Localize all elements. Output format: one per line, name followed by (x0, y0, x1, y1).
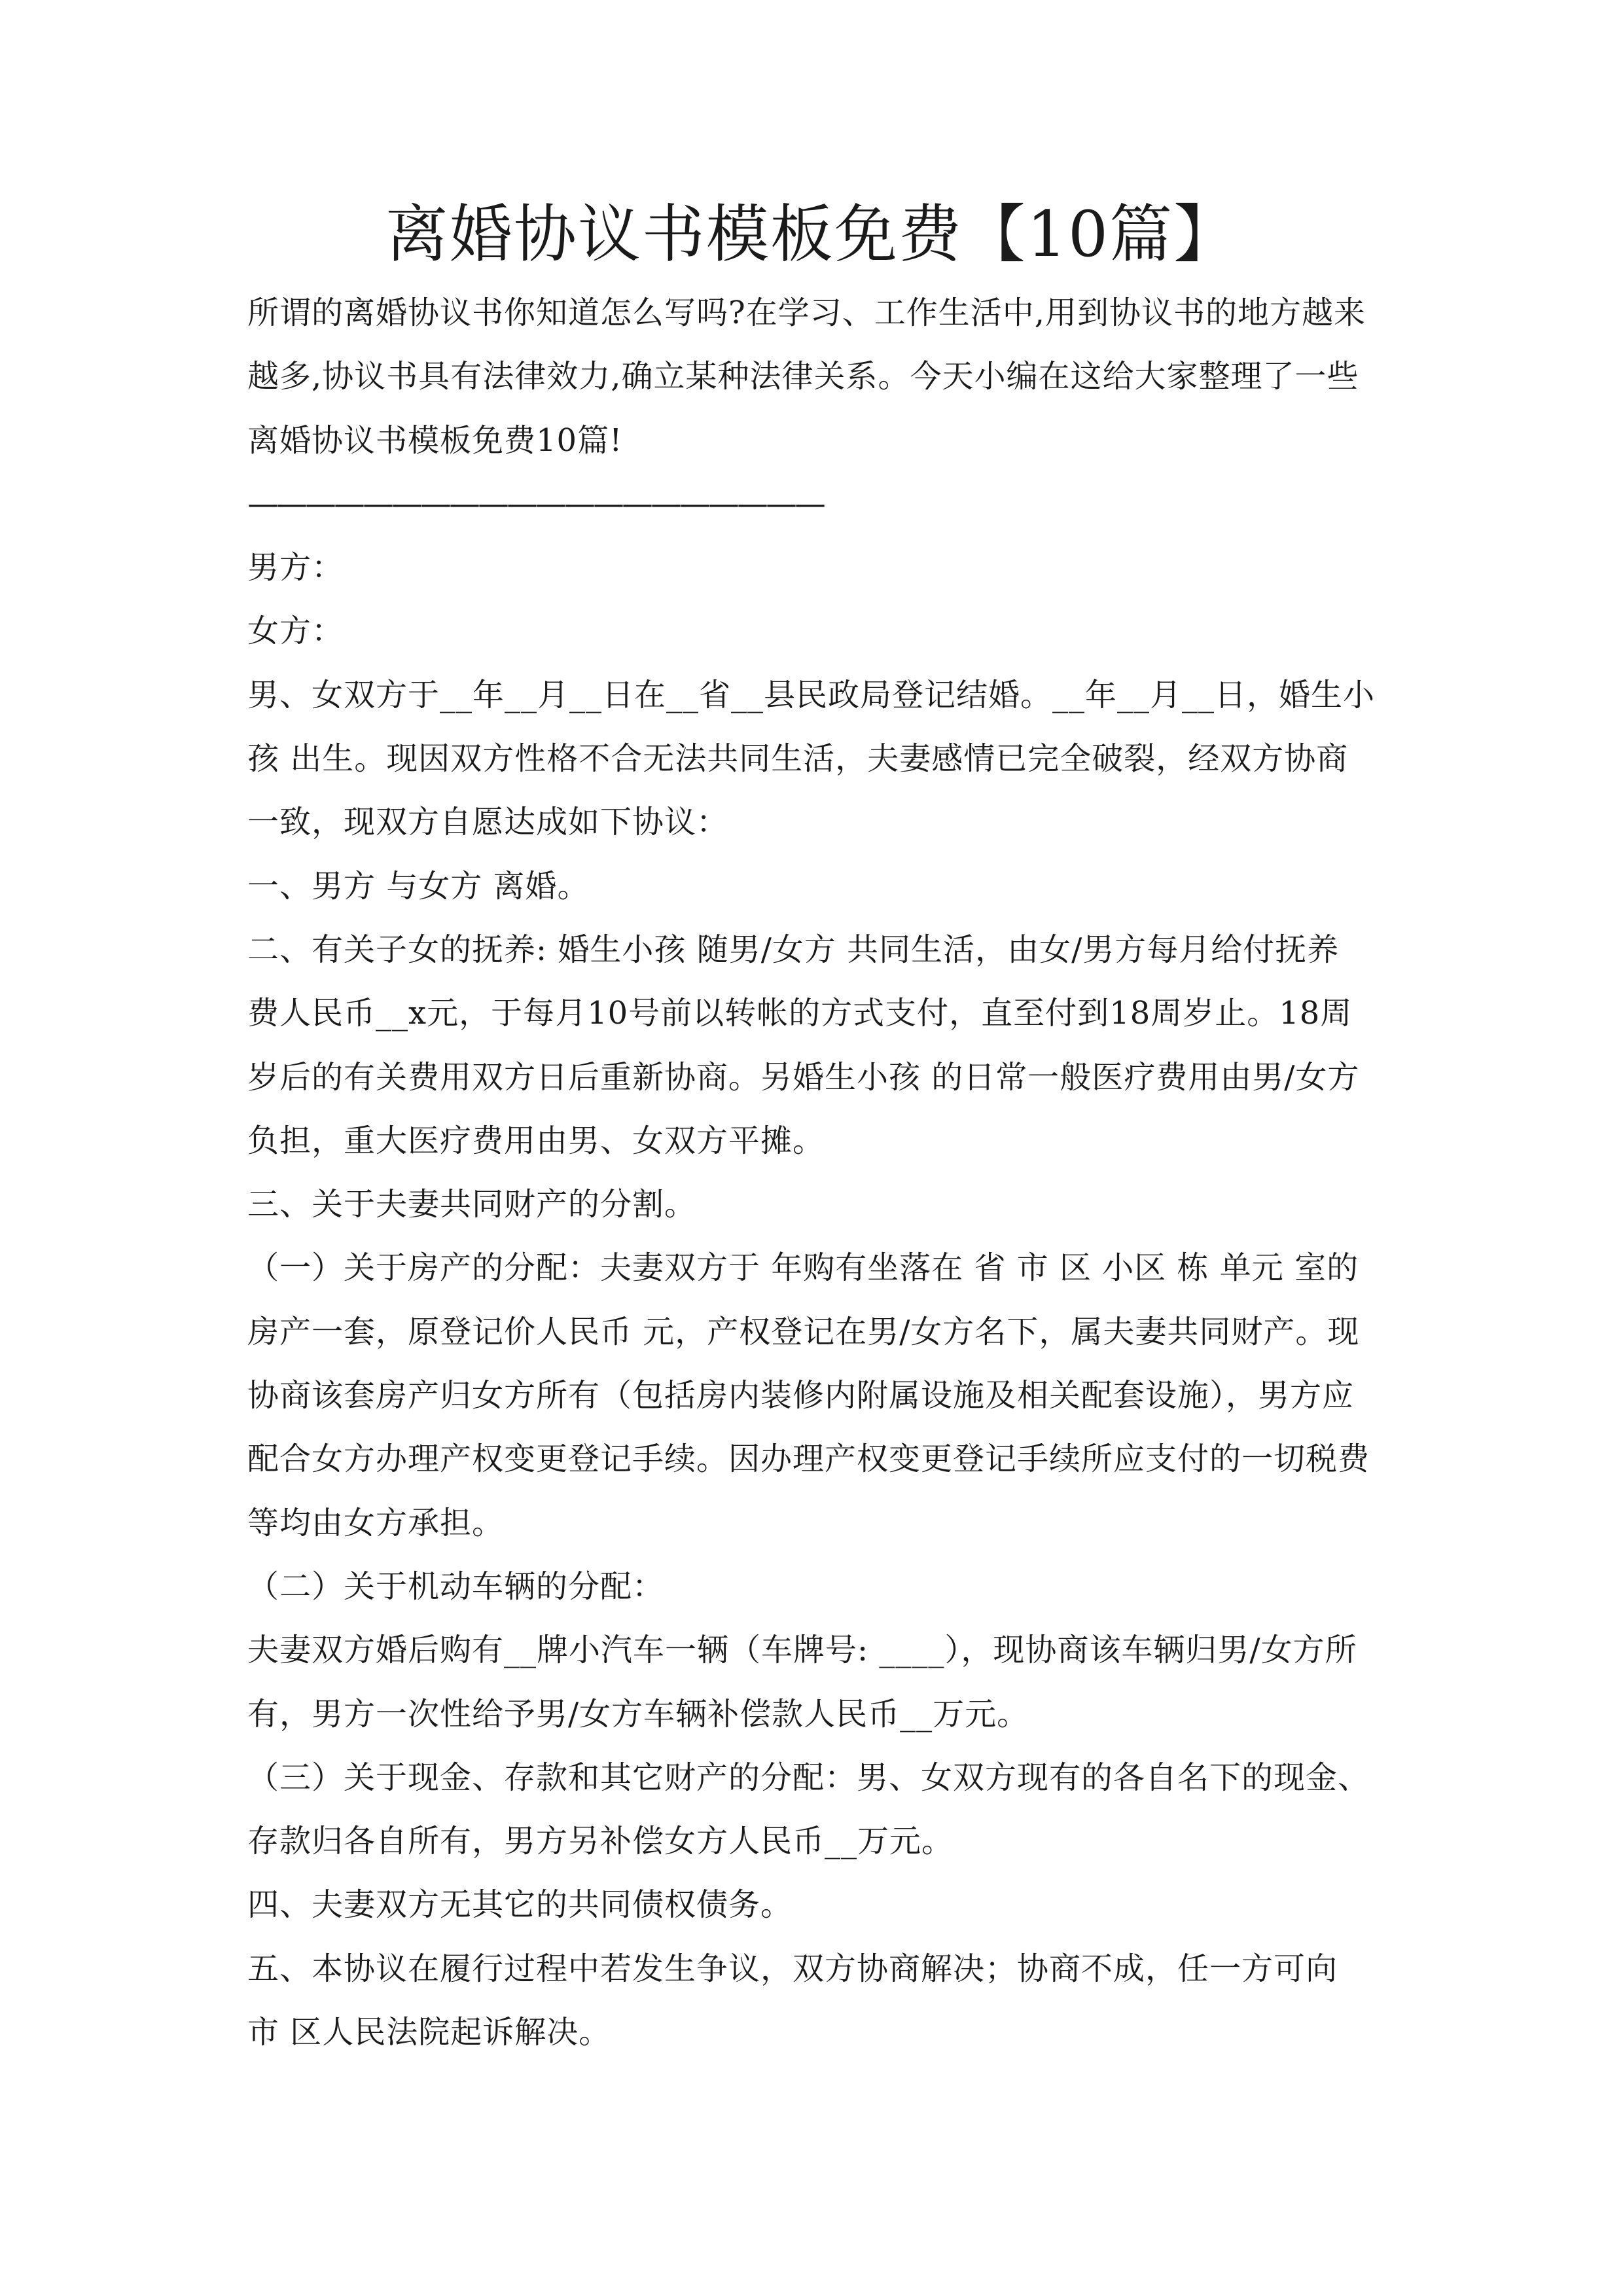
wife-label: 女方： (247, 613, 344, 650)
intro-line-2: 越多,协议书具有法律效力,确立某种法律关系。今天小编在这给大家整理了一些 (247, 358, 1359, 395)
clause-3-3-line-1: （三）关于现金、存款和其它财产的分配：男、女双方现有的各自名下的现金、 (247, 1759, 1370, 1796)
document-body (247, 281, 1386, 2064)
husband-label: 男方： (247, 549, 344, 586)
marriage-paragraph-line-1: 男、女双方于__年__月__日在__省__县民政局登记结婚。__年__月__日，婚生小 (247, 676, 1376, 713)
marriage-paragraph-line-2: 孩 出生。现因双方性格不合无法共同生活，夫妻感情已完全破裂，经双方协商 (247, 740, 1349, 778)
marriage-paragraph-line-3: 一致，现双方自愿达成如下协议： (247, 804, 729, 841)
clause-3-1-line-5: 等均由女方承担。 (247, 1504, 505, 1541)
clause-2-line-4: 负担，重大医疗费用由男、女双方平摊。 (247, 1122, 825, 1159)
separator-rule: ———————————————————— (247, 485, 823, 522)
clause-3-2-line-1: 夫妻双方婚后购有__牌小汽车一辆（车牌号: ____），现协商该车辆归男/女方所 (247, 1632, 1357, 1669)
intro-line-3: 离婚协议书模板免费10篇! (247, 422, 623, 459)
clause-5-line-2: 市 区人民法院起诉解决。 (247, 2014, 611, 2051)
clause-2-line-2: 费人民币__x元，于每月10号前以转帐的方式支付，直至付到18周岁止。18周 (247, 995, 1353, 1032)
clause-2-line-1: 二、有关子女的抚养: 婚生小孩 随男/女方 共同生活，由女/男方每月给付抚养 (247, 931, 1340, 968)
clause-3-3-line-2: 存款归各自所有，男方另补偿女方人民币__万元。 (247, 1823, 954, 1860)
document-title: 离婚协议书模板免费【10篇】 (385, 198, 1238, 271)
clause-3-1-line-1: （一）关于房产的分配：夫妻双方于 年购有坐落在 省 市 区 小区 栋 单元 室的 (247, 1249, 1359, 1287)
clause-3-1-line-3: 协商该套房产归女方所有（包括房内装修内附属设施及相关配套设施），男方应 (247, 1377, 1355, 1414)
clause-3-2-heading: （二）关于机动车辆的分配： (247, 1568, 665, 1605)
clause-1: 一、男方 与女方 离婚。 (247, 867, 590, 905)
clause-3-1-line-2: 房产一套，原登记价人民币 元，产权登记在男/女方名下，属夫妻共同财产。现 (247, 1313, 1360, 1350)
clause-5-line-1: 五、本协议在履行过程中若发生争议，双方协商解决；协商不成，任一方可向 (247, 1950, 1338, 1987)
intro-line-1: 所谓的离婚协议书你知道怎么写吗?在学习、工作生活中,用到协议书的地方越来 (247, 295, 1366, 331)
clause-3-heading: 三、关于夫妻共同财产的分割。 (247, 1186, 697, 1223)
clause-2-line-3: 岁后的有关费用双方日后重新协商。另婚生小孩 的日常一般医疗费用由男/女方 (247, 1058, 1360, 1096)
clause-4: 四、夫妻双方无其它的共同债权债务。 (247, 1886, 793, 1924)
clause-3-1-line-4: 配合女方办理产权变更登记手续。因办理产权变更登记手续所应支付的一切税费 (247, 1441, 1370, 1478)
clause-3-2-line-2: 有，男方一次性给予男/女方车辆补偿款人民币__万元。 (247, 1695, 1029, 1732)
